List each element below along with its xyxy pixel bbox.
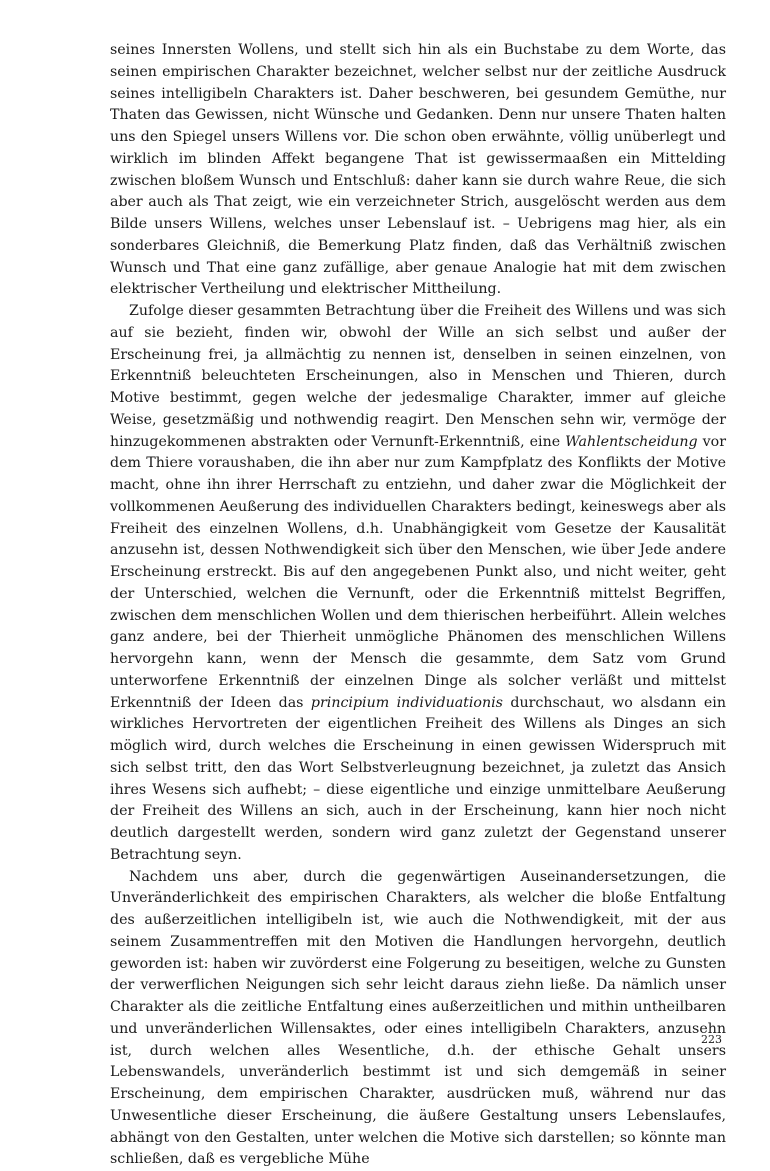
paragraph-1-text: seines Innersten Wollens, und stellt sich hin als ein Buchstabe zu dem Worte, das seinen empirischen Charakter bezeichnet, welcher selbst nur der zeitliche Ausdruck seines intelligibeln Charakters ist. Daher beschweren, bei gesundem Gemüthe, nur Thaten das Gewissen, nicht Wünsche und Gedanken. Denn nur unsere Thaten halten uns den Spiegel unsers Willens vor. Die schon oben erwähnte, völlig unüberlegt und wirklich im blinden Affekt begangene That ist gewissermaaßen ein Mittelding zwischen bloßem Wunsch und Entschluß: daher kann sie durch wahre Reue, die sich aber auch als That zeigt, wie ein verzeichneter Strich, ausgelöscht werden aus dem Bilde unsers Willens, welches unser Lebenslauf ist. – Uebrigens mag hier, als ein sonderbares Gleichniß, die Bemerkung Platz finden, daß das Verhältniß zwischen Wunsch und That eine ganz zufällige, aber genaue Analogie hat mit dem zwischen elektrischer Vertheilung und elektrischer Mittheilung.: [110, 42, 726, 297]
paragraph-1: [110, 40, 726, 301]
paragraph-3: [110, 867, 726, 1171]
paragraph-2-text-2: vor dem Thiere voraushaben, die ihn aber nur zum Kampfplatz des Konflikts der Motive macht, ohne ihn ihrer Herrschaft zu entziehn, und daher zwar die Möglichkeit der vollkommenen Aeußerung des individuellen Charakters bedingt, keineswegs aber als Freiheit des einzelnen Wollens, d.h. Unabhängigkeit vom Gesetze der Kausalität anzusehn ist, dessen Nothwendigkeit sich über den Menschen, wie über Jede andere Erscheinung erstreckt. Bis auf den angegebenen Punkt also, und nicht weiter, geht der Unterschied, welchen die Vernunft, oder die Erkenntniß mittelst Begriffen, zwischen dem menschlichen Wollen und dem thierischen herbeiführt. Allein welches ganz andere, bei der Thierheit unmögliche Phänomen des menschlichen Willens hervorgehn kann, wenn der Mensch die gesammte, dem Satz vom Grund unterworfene Erkenntniß der einzelnen Dinge als solcher verläßt und mittelst Erkenntniß der Ideen das: [110, 434, 726, 711]
emphasis-wahlentscheidung: Wahlentscheidung: [565, 434, 697, 450]
paragraph-2: [110, 301, 726, 867]
paragraph-2-text-3: durchschaut, wo alsdann ein wirkliches Hervortreten der eigentlichen Freiheit des Willens als Dinges an sich möglich wird, durch welches die Erscheinung in einen gewissen Widerspruch mit sich selbst tritt, den das Wort Selbstverleugnung bezeichnet, ja zuletzt das Ansich ihres Wesens sich aufhebt; – diese eigentliche und einzige unmittelbare Aeußerung der Freiheit des Willens an sich, auch in der Erscheinung, kann hier noch nicht deutlich dargestellt werden, sondern wird ganz zuletzt der Gegenstand unserer Betrachtung seyn.: [110, 695, 726, 863]
paragraph-3-text: Nachdem uns aber, durch die gegenwärtigen Auseinandersetzungen, die Unveränderlichkeit des empirischen Charakters, als welcher die bloße Entfaltung des außerzeitlichen intelligibeln ist, wie auch die Nothwendigkeit, mit der aus seinem Zusammentreffen mit den Motiven die Handlungen hervorgehn, deutlich geworden ist: haben wir zuvörderst eine Folgerung zu beseitigen, welche zu Gunsten der verwerflichen Neigungen sich sehr leicht daraus ziehn ließe. Da nämlich unser Charakter als die zeitliche Entfaltung eines außerzeitlichen und mithin untheilbaren und unveränderlichen Willensaktes, oder eines intelligibeln Charakters, anzusehn ist, durch welchen alles Wesentliche, d.h. der ethische Gehalt unsers Lebenswandels, unveränderlich bestimmt ist und sich demgemäß in seiner Erscheinung, dem empirischen Charakter, ausdrücken muß, während nur das Unwesentliche dieser Erscheinung, die äußere Gestaltung unsers Lebenslaufes, abhängt von den Gestalten, unter welchen die Motive sich darstellen; so könnte man schließen, daß es vergebliche Mühe: [110, 869, 726, 1168]
page-number: 223: [701, 1033, 722, 1046]
emphasis-principium: principium individuationis: [311, 695, 503, 711]
paragraph-2-text-1: Zufolge dieser gesammten Betrachtung über die Freiheit des Willens und was sich auf sie bezieht, finden wir, obwohl der Wille an sich selbst und außer der Erscheinung frei, ja allmächtig zu nennen ist, denselben in seinen einzelnen, von Erkenntniß beleuchteten Erscheinungen, also in Menschen und Thieren, durch Motive bestimmt, gegen welche der jedesmalige Charakter, immer auf gleiche Weise, gesetzmäßig und nothwendig reagirt. Den Menschen sehn wir, vermöge der hinzugekommenen abstrakten oder Vernunft-Erkenntniß, eine: [110, 303, 726, 450]
body-text: [110, 40, 726, 1171]
